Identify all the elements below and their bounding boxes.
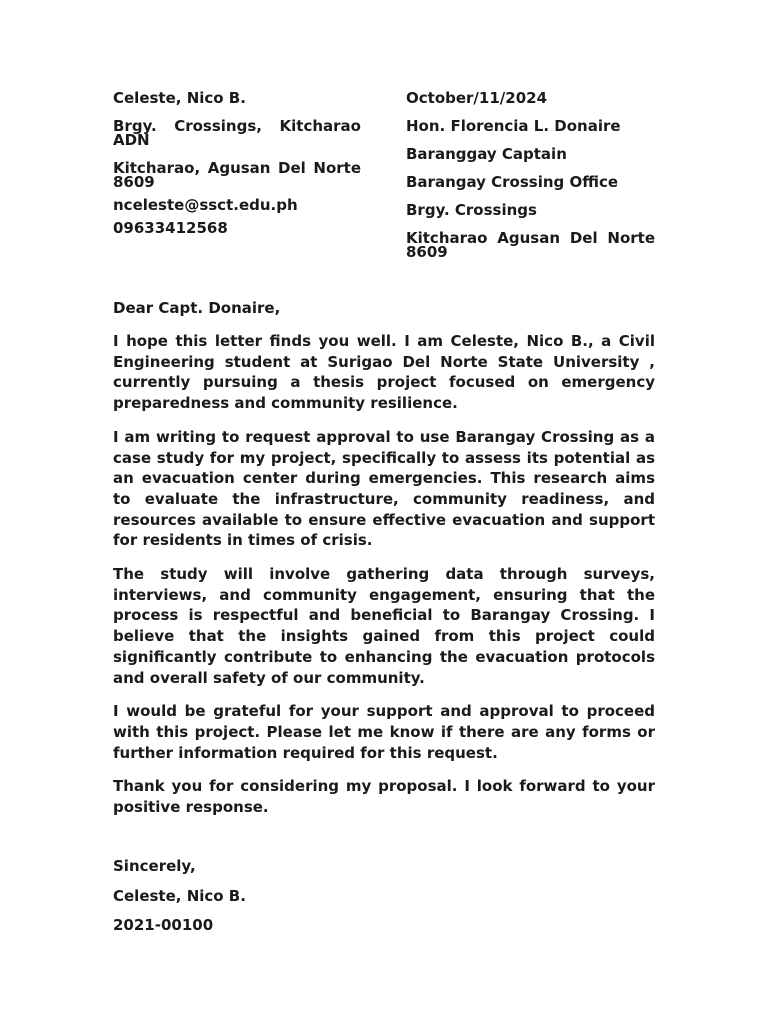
salutation: Dear Capt. Donaire,	[113, 299, 281, 317]
letter-body	[113, 298, 655, 831]
sender-phone: 09633412568	[113, 219, 228, 237]
recipient-office: Barangay Crossing Office	[406, 173, 619, 191]
letter-date: October/11/2024	[406, 89, 548, 107]
sender-block	[113, 89, 361, 247]
recipient-title: Baranggay Captain	[406, 145, 567, 163]
letter-closing	[113, 856, 655, 944]
sender-address-line1: Brgy. Crossings, Kitcharao ADN	[113, 117, 361, 149]
valediction: Sincerely,	[113, 857, 196, 875]
sender-name: Celeste, Nico B.	[113, 89, 246, 107]
student-id: 2021-00100	[113, 916, 214, 934]
recipient-address: Kitcharao Agusan Del Norte 8609	[406, 229, 655, 261]
paragraph-1: I hope this letter finds you well. I am Celeste, Nico B., a Civil Engineering student at Surigao Del Norte State University , currently pursuing a thesis project focused on emergency preparedness and community resilience.	[113, 332, 655, 413]
recipient-barangay: Brgy. Crossings	[406, 201, 537, 219]
signature-name: Celeste, Nico B.	[113, 887, 246, 905]
paragraph-5: Thank you for considering my proposal. I look forward to your positive response.	[113, 777, 655, 817]
sender-email: nceleste@ssct.edu.ph	[113, 196, 298, 214]
recipient-name: Hon. Florencia L. Donaire	[406, 117, 621, 135]
paragraph-2: I am writing to request approval to use Barangay Crossing as a case study for my project, specifically to assess its potential as an evacuation center during emergencies. This research aims to evaluate the infrastructure, community readiness, and resources available to ensure effective evacuation and support for residents in times of crisis.	[113, 427, 655, 550]
recipient-block	[406, 89, 655, 271]
paragraph-3: The study will involve gathering data through surveys, interviews, and community engagement, ensuring that the process is respectful and beneficial to Barangay Crossing. I believe that the insights gained from this project could significantly contribute to enhancing the evacuation protocols and overall safety of our community.	[113, 565, 655, 687]
sender-address-line2: Kitcharao, Agusan Del Norte 8609	[113, 159, 361, 191]
paragraph-4: I would be grateful for your support and approval to proceed with this project. Please let me know if there are any forms or further information required for this request.	[113, 702, 655, 762]
